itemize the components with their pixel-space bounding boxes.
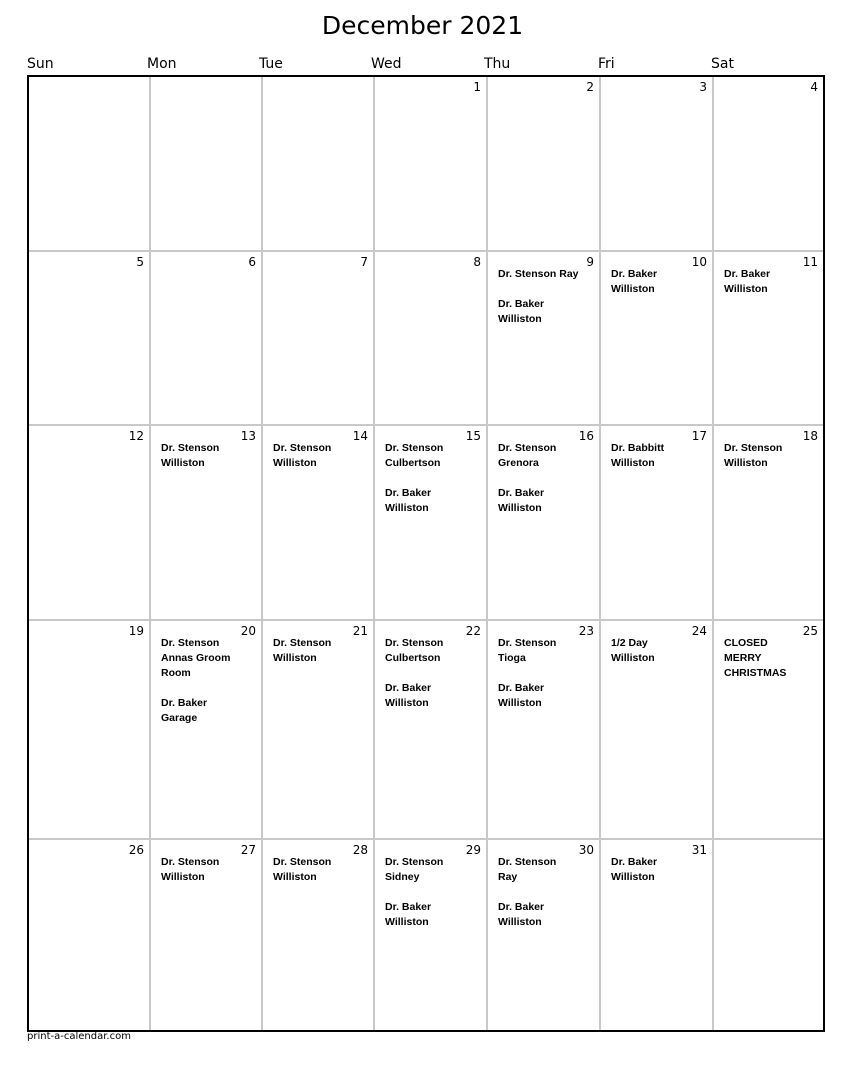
day-number: 21 [352,624,368,638]
day-cell[interactable] [599,250,712,424]
day-events [498,267,595,327]
day-number: 22 [465,624,481,638]
weekday-header-sun: Sun [27,56,54,72]
day-cell[interactable] [149,838,261,1030]
day-cell[interactable] [712,838,823,1030]
event-text-line: Dr. Stenson [161,442,220,454]
event-text-line: Dr. Stenson Ray [498,268,579,280]
calendar-event[interactable] [498,855,595,885]
event-text-line: Dr. Baker [611,856,658,868]
calendar-event[interactable] [498,441,595,471]
day-number: 1 [473,80,481,94]
calendar-event[interactable] [498,681,595,711]
day-number: 27 [240,843,256,857]
day-cell[interactable] [486,77,599,250]
weekday-header-mon: Mon [147,56,177,72]
calendar-event[interactable] [385,900,482,930]
day-events [498,636,595,711]
day-number: 8 [473,255,481,269]
day-number: 31 [691,843,707,857]
calendar-event[interactable] [498,486,595,516]
day-cell[interactable] [599,424,712,619]
event-text-line: Dr. Baker [385,487,432,499]
calendar-event[interactable] [611,636,708,666]
weekday-header-fri: Fri [598,56,615,72]
event-text-line: Culbertson [385,457,441,469]
event-text-line: Dr. Stenson [385,442,444,454]
day-number: 14 [352,429,368,443]
event-text-line: Williston [273,652,317,664]
day-cell[interactable] [29,838,149,1030]
day-number: 15 [465,429,481,443]
day-number: 29 [465,843,481,857]
calendar-event[interactable] [161,441,257,471]
event-text-line: Dr. Baker [724,268,771,280]
event-text-line: CLOSED [724,637,768,649]
event-text-line: Dr. Baker [161,697,208,709]
day-cell[interactable] [373,424,486,619]
calendar-event[interactable] [385,681,482,711]
event-text-line: Dr. Stenson [161,856,220,868]
day-cell[interactable] [261,250,373,424]
calendar-event[interactable] [611,267,708,297]
day-number: 18 [802,429,818,443]
day-number: 16 [578,429,594,443]
event-text-line: Garage [161,712,198,724]
event-text-line: Williston [611,871,655,883]
event-text-line: Room [161,667,191,679]
day-cell[interactable] [486,619,599,838]
day-cell[interactable] [712,77,823,250]
event-text-line: Dr. Stenson [724,442,783,454]
day-events [161,636,257,726]
day-number: 20 [240,624,256,638]
day-cell[interactable] [712,424,823,619]
day-events [385,441,482,516]
calendar-grid [27,75,825,1032]
event-text-line: Williston [498,502,542,514]
day-cell[interactable] [149,619,261,838]
day-cell[interactable] [373,250,486,424]
calendar-event[interactable] [724,267,819,297]
day-number: 11 [802,255,818,269]
day-events [611,636,708,666]
day-number: 6 [248,255,256,269]
day-cell[interactable] [599,838,712,1030]
calendar-event[interactable] [161,855,257,885]
day-events [385,855,482,930]
event-text-line: Dr. Babbitt [611,442,665,454]
event-text-line: Williston [385,916,429,928]
day-number: 17 [691,429,707,443]
calendar-event[interactable] [498,900,595,930]
day-cell[interactable] [261,77,373,250]
weekday-header-row [0,55,845,73]
calendar-event[interactable] [161,636,257,681]
calendar-event[interactable] [611,855,708,885]
day-events [611,855,708,885]
day-cell[interactable] [29,424,149,619]
calendar-event[interactable] [385,441,482,471]
event-text-line: Williston [161,871,205,883]
event-text-line: Ray [498,871,518,883]
day-number: 3 [699,80,707,94]
event-text-line: Williston [724,283,768,295]
event-text-line: Tioga [498,652,526,664]
event-text-line: MERRY [724,652,762,664]
day-cell[interactable] [29,250,149,424]
day-events [161,855,257,885]
event-text-line: Williston [273,871,317,883]
event-text-line: Annas Groom [161,652,231,664]
event-text-line: Culbertson [385,652,441,664]
event-text-line: Williston [611,652,655,664]
footer-source-link[interactable]: print-a-calendar.com [27,1031,131,1042]
event-text-line: Williston [611,457,655,469]
event-text-line: Dr. Stenson [273,637,332,649]
day-cell[interactable] [486,250,599,424]
day-cell[interactable] [149,77,261,250]
event-text-line: Dr. Stenson [498,856,557,868]
event-text-line: Williston [385,502,429,514]
day-events [385,636,482,711]
weekday-header-sat: Sat [711,56,734,72]
event-text-line: Dr. Baker [385,682,432,694]
day-number: 9 [586,255,594,269]
day-number: 4 [810,80,818,94]
event-text-line: Dr. Stenson [273,856,332,868]
day-number: 19 [128,624,144,638]
calendar-event[interactable] [385,855,482,885]
day-number: 5 [136,255,144,269]
day-cell[interactable] [149,424,261,619]
day-events [611,267,708,297]
calendar-event[interactable] [498,267,595,282]
day-cell[interactable] [373,619,486,838]
day-number: 26 [128,843,144,857]
day-events [724,267,819,297]
event-text-line: Dr. Baker [498,487,545,499]
day-cell[interactable] [261,619,373,838]
calendar-event[interactable] [385,486,482,516]
day-cell[interactable] [373,77,486,250]
calendar-event[interactable] [724,441,819,471]
day-cell[interactable] [29,619,149,838]
day-number: 25 [802,624,818,638]
event-text-line: Williston [498,916,542,928]
event-text-line: Grenora [498,457,539,469]
day-cell[interactable] [486,424,599,619]
day-cell[interactable] [149,250,261,424]
day-cell[interactable] [599,619,712,838]
event-text-line: Dr. Baker [498,298,545,310]
day-number: 7 [360,255,368,269]
event-text-line: 1/2 Day [611,637,648,649]
day-cell[interactable] [261,424,373,619]
event-text-line: Dr. Baker [611,268,658,280]
calendar-event[interactable] [385,636,482,666]
event-text-line: Dr. Stenson [273,442,332,454]
event-text-line: Dr. Stenson [385,856,444,868]
calendar-event[interactable] [273,855,369,885]
calendar-event[interactable] [498,636,595,666]
day-events [273,636,369,666]
day-events [611,441,708,471]
day-number: 30 [578,843,594,857]
event-text-line: Williston [273,457,317,469]
event-text-line: CHRISTMAS [724,667,787,679]
weekday-header-wed: Wed [371,56,402,72]
event-text-line: Dr. Stenson [498,442,557,454]
event-text-line: Dr. Baker [498,901,545,913]
day-number: 23 [578,624,594,638]
day-number: 12 [128,429,144,443]
event-text-line: Dr. Baker [385,901,432,913]
weekday-header-thu: Thu [484,56,511,72]
event-text-line: Williston [385,697,429,709]
day-number: 13 [240,429,256,443]
event-text-line: Sidney [385,871,420,883]
day-cell[interactable] [486,838,599,1030]
event-text-line: Williston [498,697,542,709]
calendar-title: December 2021 [321,11,524,40]
day-number: 10 [691,255,707,269]
day-cell[interactable] [712,250,823,424]
day-events [273,855,369,885]
event-text-line: Dr. Stenson [498,637,557,649]
calendar-event[interactable] [161,696,257,726]
event-text-line: Williston [498,313,542,325]
event-text-line: Williston [611,283,655,295]
day-events [161,441,257,471]
day-events [498,855,595,930]
weekday-header-tue: Tue [259,56,283,72]
calendar-event[interactable] [611,441,708,471]
day-number: 24 [691,624,707,638]
day-cell[interactable] [712,619,823,838]
event-text-line: Williston [161,457,205,469]
calendar-event[interactable] [498,297,595,327]
calendar-event[interactable] [724,636,819,681]
day-events [498,441,595,516]
calendar-event[interactable] [273,441,369,471]
day-events [273,441,369,471]
event-text-line: Dr. Baker [498,682,545,694]
event-text-line: Dr. Stenson [385,637,444,649]
day-events [724,441,819,471]
day-number: 2 [586,80,594,94]
day-cell[interactable] [599,77,712,250]
event-text-line: Williston [724,457,768,469]
calendar-event[interactable] [273,636,369,666]
day-cell[interactable] [261,838,373,1030]
day-number: 28 [352,843,368,857]
day-cell[interactable] [373,838,486,1030]
day-events [724,636,819,681]
event-text-line: Dr. Stenson [161,637,220,649]
day-cell[interactable] [29,77,149,250]
